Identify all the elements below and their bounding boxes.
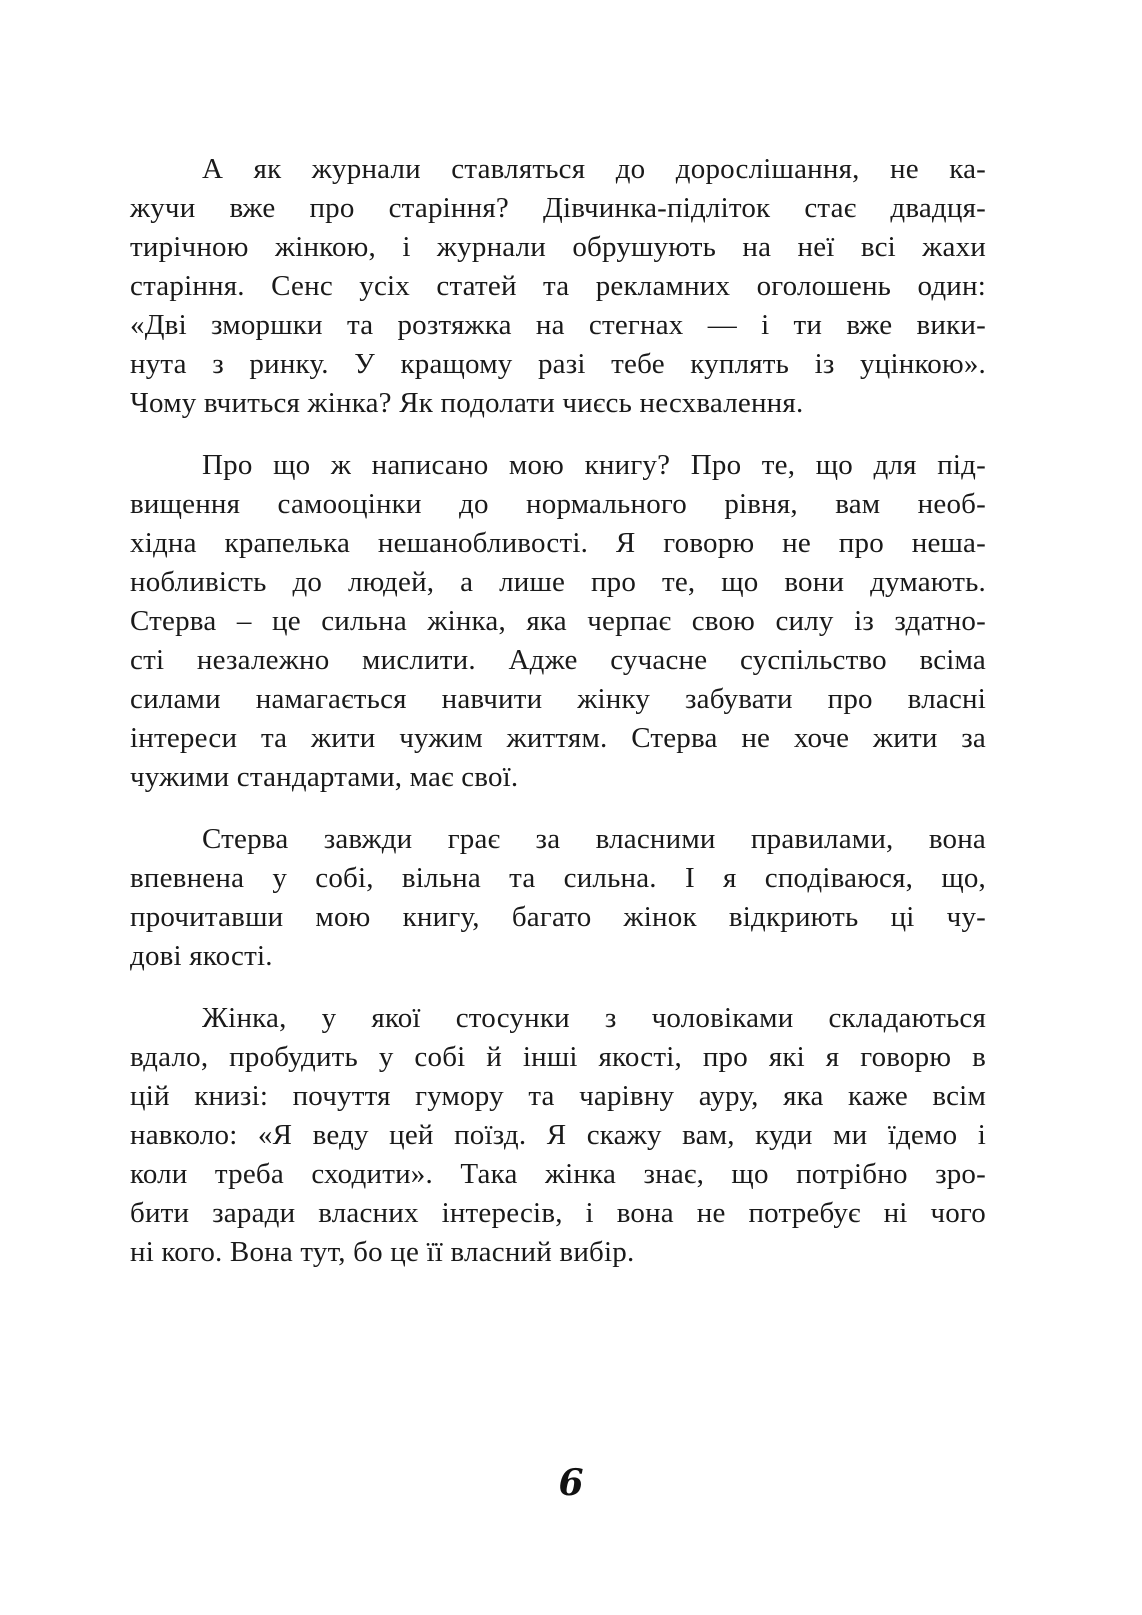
text-line: Стерва – це сильна жінка, яка черпає свою силу із здатно- <box>130 605 986 637</box>
text-line: тирічною жінкою, і журнали обрушують на неї всі жахи <box>130 231 986 263</box>
paragraph <box>130 150 986 423</box>
text-line: «Дві зморшки та розтяжка на стегнах — і ти вже вики- <box>130 309 986 341</box>
text-line: коли треба сходити». Така жінка знає, що потрібно зро- <box>130 1158 986 1190</box>
text-line: вдало, пробудить у собі й інші якості, про які я говорю в <box>130 1041 986 1073</box>
text-line: чужими стандартами, має свої. <box>130 761 519 793</box>
text-line: нобливість до людей, а лише про те, що вони думають. <box>130 566 986 598</box>
text-line: впевнена у собі, вільна та сильна. І я сподіваюся, що, <box>130 862 986 894</box>
page-text <box>130 150 986 1272</box>
text-line: Стерва завжди грає за власними правилами, вона <box>202 823 986 855</box>
text-line: Про що ж написано мою книгу? Про те, що для під- <box>202 449 986 481</box>
text-line: старіння. Сенс усіх статей та рекламних оголошень один: <box>130 270 986 302</box>
paragraph <box>130 999 986 1272</box>
text-line: дові якості. <box>130 940 273 972</box>
text-line: Чому вчиться жінка? Як подолати чиєсь несхвалення. <box>130 387 804 419</box>
text-line: вищення самооцінки до нормального рівня, вам необ- <box>130 488 986 520</box>
text-line: Жінка, у якої стосунки з чоловіками складаються <box>202 1002 986 1034</box>
text-line: сті незалежно мислити. Адже сучасне суспільство всіма <box>130 644 986 676</box>
paragraph <box>130 820 986 976</box>
text-line: бити заради власних інтересів, і вона не потребує ні чого <box>130 1197 986 1229</box>
text-line: А як журнали ставляться до дорослішання, не ка- <box>202 153 986 185</box>
text-line: навколо: «Я веду цей поїзд. Я скажу вам, куди ми їдемо і <box>130 1119 986 1151</box>
text-line: нута з ринку. У кращому разі тебе куплять із уцінкою». <box>130 348 986 380</box>
text-line: жучи вже про старіння? Дівчинка-підліток стає двадця- <box>130 192 986 224</box>
text-line: ні кого. Вона тут, бо це її власний вибір. <box>130 1236 635 1268</box>
paragraph <box>130 446 986 797</box>
text-line: силами намагається навчити жінку забувати про власні <box>130 683 986 715</box>
text-line: інтереси та жити чужим життям. Стерва не хоче жити за <box>130 722 986 754</box>
text-line: цій книзі: почуття гумору та чарівну ауру, яка каже всім <box>130 1080 986 1112</box>
text-line: прочитавши мою книгу, багато жінок відкриють ці чу- <box>130 901 986 933</box>
page-number: 6 <box>558 1462 584 1504</box>
text-line: хідна крапелька нешанобливості. Я говорю не про неша- <box>130 527 986 559</box>
